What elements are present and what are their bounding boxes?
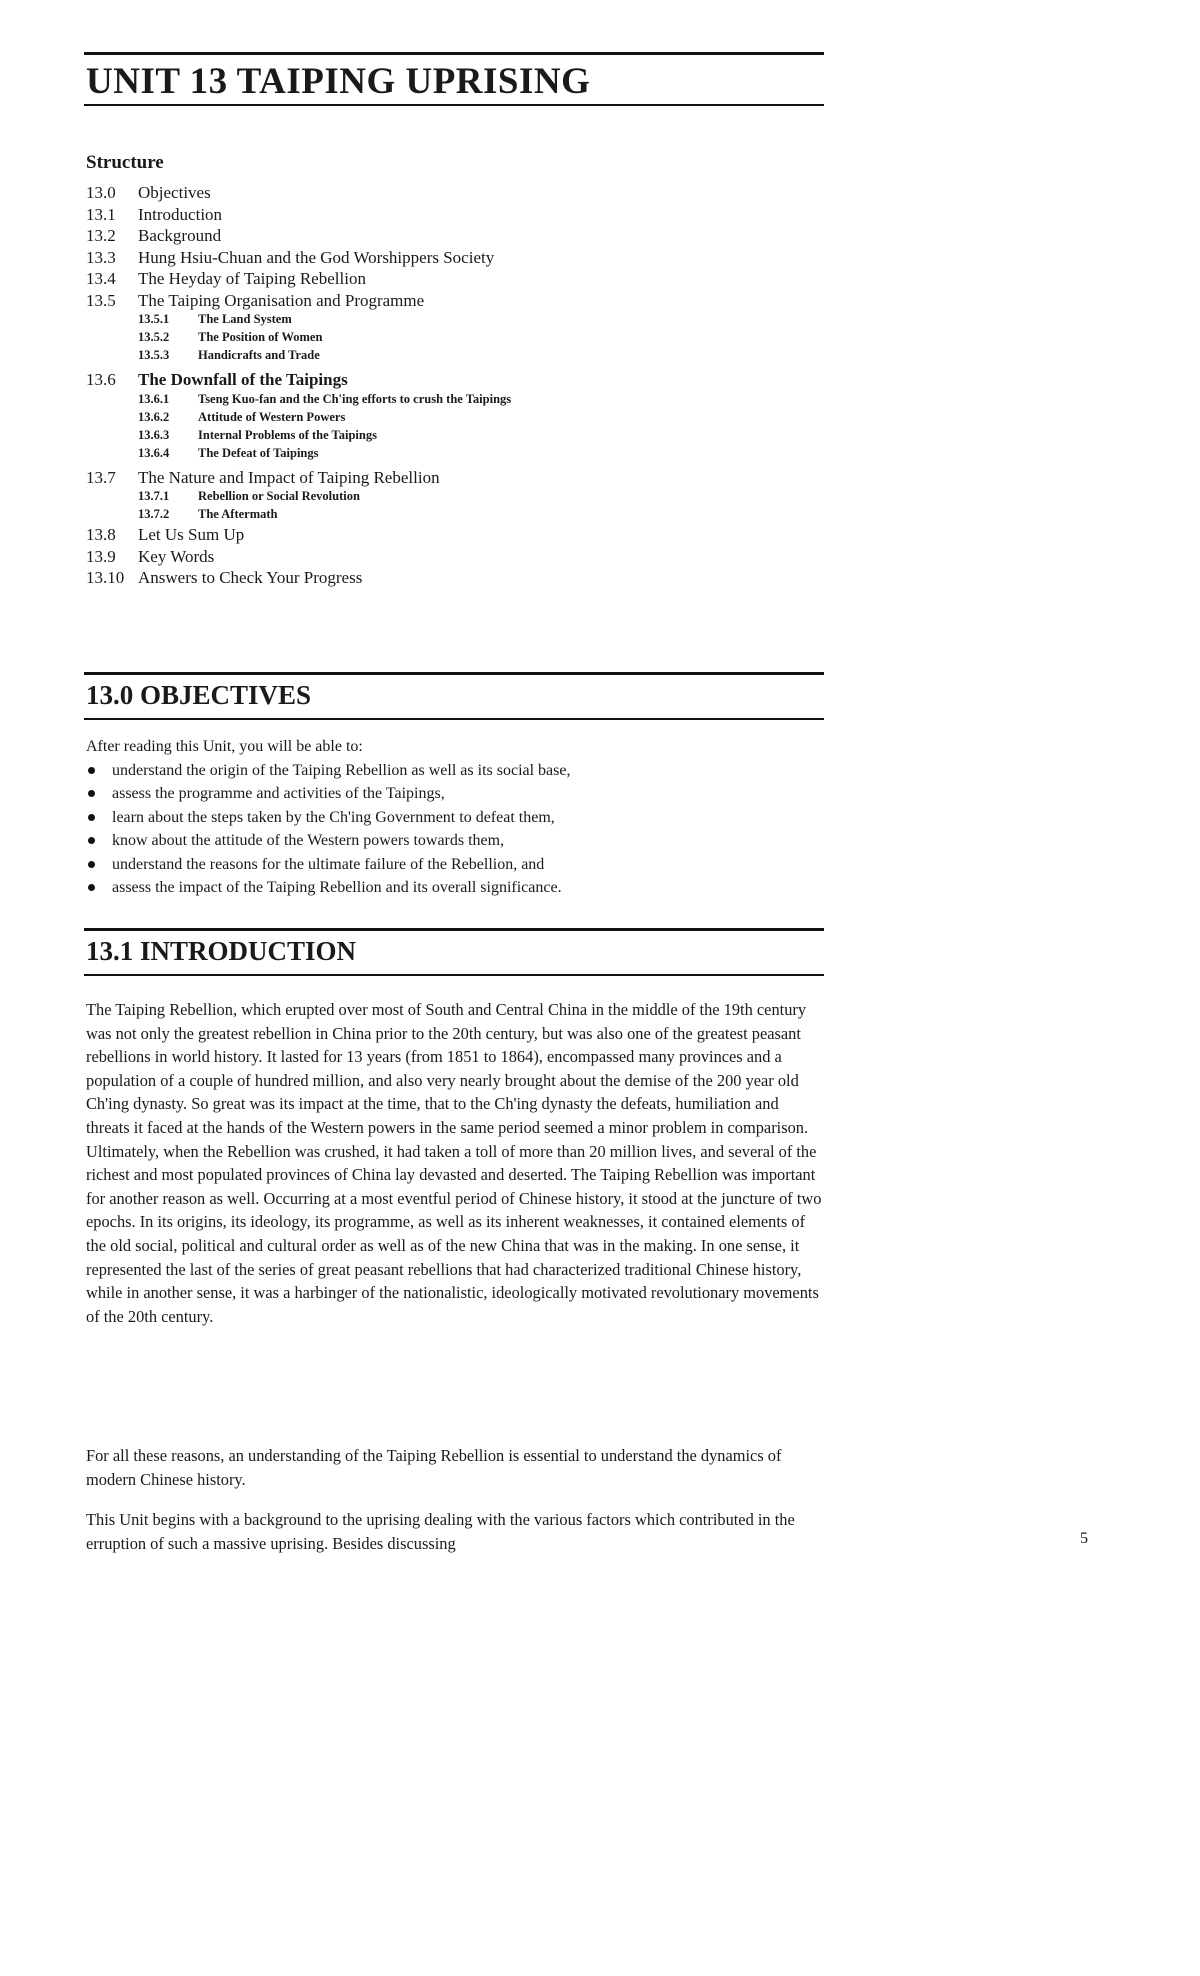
objectives-top-rule [84, 672, 824, 675]
toc-subitem [86, 507, 826, 525]
introduction-bottom-rule [84, 974, 824, 976]
toc-number: 13.9 [86, 546, 116, 566]
toc-title: Introduction [138, 204, 223, 224]
toc-item [86, 205, 826, 227]
table-of-contents [86, 183, 826, 590]
introduction-top-rule [84, 928, 824, 931]
objective-item: learn about the steps taken by the Ch'ing Government to defeat them, [86, 806, 826, 830]
toc-title: The Aftermath [198, 507, 278, 521]
toc-title: Objectives [138, 183, 211, 202]
toc-title: The Heyday of Taiping Rebellion [138, 269, 366, 288]
toc-number: 13.10 [86, 568, 125, 587]
toc-number: 13.6.2 [138, 409, 170, 424]
toc-title: Tseng Kuo-fan and the Ch'ing efforts to crush the Taipings [198, 391, 512, 406]
toc-title: Internal Problems of the Taipings [198, 427, 377, 442]
structure-heading: Structure [86, 152, 164, 173]
toc-subitem [86, 410, 826, 428]
toc-number: 13.0 [86, 183, 116, 202]
toc-number: 13.5.1 [138, 312, 170, 326]
toc-number: 13.5.3 [138, 348, 170, 362]
page-number: 5 [1080, 1530, 1088, 1547]
toc-number: 13.7 [86, 467, 116, 487]
toc-item [86, 525, 826, 547]
toc-number: 13.2 [86, 226, 116, 245]
toc-title: The Land System [198, 312, 292, 326]
toc-number: 13.5.2 [138, 330, 170, 344]
toc-title: The Defeat of Taipings [198, 445, 319, 460]
introduction-paragraph: The Taiping Rebellion, which erupted over most of South and Central China in the middle of the 19th century was not only the greatest rebellion in China prior to the 20th century, but was also one of the greatest peasant rebellions in world history. It lasted for 13 years (from 1851 to 1864), encompassed many provinces and a population of a couple of hundred million, and also very nearly brought about the demise of the 200 year old Ch'ing dynasty. So great was its impact at the time, that to the Ch'ing dynasty the defeats, humiliation and threats it faced at the hands of the Western powers in the same period seemed a minor problem in comparison. Ultimately, when the Rebellion was crushed, it had taken a toll of more than 20 million lives, and several of the richest and most populated provinces of China lay devasted and deserted. The Taiping Rebellion was important for another reason as well. Occurring at a most eventful period of Chinese history, it stood at the juncture of two epochs. In its origins, its ideology, its programme, as well as its inherent weaknesses, it contained elements of the old social, political and cultural order as well as of the new China that was in the making. In one sense, it represented the last of the series of great peasant rebellions that had characterized traditional Chinese history, while in another sense, it was a harbinger of the nationalistic, ideologically motivated revolutionary movements of the 20th century. [86, 1000, 822, 1326]
toc-title: The Taiping Organisation and Programme [138, 290, 425, 310]
toc-title: Let Us Sum Up [138, 525, 245, 544]
toc-item [86, 248, 826, 270]
toc-item [86, 291, 826, 313]
toc-number: 13.6.3 [138, 427, 170, 442]
toc-item [86, 183, 826, 205]
toc-subitem [86, 446, 826, 464]
toc-item [86, 547, 826, 569]
toc-number: 13.1 [86, 204, 116, 224]
objectives-heading: 13.0 OBJECTIVES [86, 680, 312, 710]
toc-title: Handicrafts and Trade [198, 348, 320, 362]
toc-item [86, 226, 826, 248]
objectives-intro: After reading this Unit, you will be able to: [86, 738, 363, 755]
introduction-paragraph: For all these reasons, an understanding of the Taiping Rebellion is essential to understand the dynamics of modern Chinese history. [86, 1446, 782, 1489]
objectives-list [86, 759, 826, 900]
toc-subitem [86, 312, 826, 330]
toc-title: Key Words [138, 546, 215, 566]
toc-item [86, 370, 826, 392]
toc-title: Answers to Check Your Progress [138, 568, 363, 587]
toc-item [86, 568, 826, 590]
toc-title: The Downfall of the Taipings [138, 370, 348, 389]
toc-title: Background [138, 226, 222, 245]
toc-title: Rebellion or Social Revolution [198, 489, 360, 503]
toc-number: 13.6 [86, 370, 116, 389]
title-top-rule [84, 52, 824, 55]
toc-number: 13.7.2 [138, 507, 170, 521]
toc-number: 13.4 [86, 269, 116, 288]
toc-title: The Position of Women [198, 330, 323, 344]
toc-number: 13.6.4 [138, 445, 170, 460]
objectives-section [86, 735, 826, 900]
toc-subitem [86, 428, 826, 446]
objective-item: assess the impact of the Taiping Rebellion and its overall significance. [86, 876, 826, 900]
toc-number: 13.6.1 [138, 391, 170, 406]
title-bottom-rule [84, 104, 824, 106]
toc-subitem [86, 330, 826, 348]
introduction-paragraph: This Unit begins with a background to the uprising dealing with the various factors which contributed in the erruption of such a massive uprising. Besides discussing [86, 1510, 795, 1553]
toc-subitem [86, 348, 826, 366]
toc-title: The Nature and Impact of Taiping Rebellion [138, 467, 440, 487]
toc-number: 13.5 [86, 290, 116, 310]
toc-title: Attitude of Western Powers [198, 409, 346, 424]
toc-number: 13.8 [86, 525, 116, 544]
introduction-heading: 13.1 INTRODUCTION [86, 936, 357, 966]
objective-item: understand the origin of the Taiping Rebellion as well as its social base, [86, 759, 826, 783]
objective-item: understand the reasons for the ultimate failure of the Rebellion, and [86, 853, 826, 877]
objectives-bottom-rule [84, 718, 824, 720]
objective-item: know about the attitude of the Western powers towards them, [86, 829, 826, 853]
toc-number: 13.3 [86, 247, 116, 267]
toc-number: 13.7.1 [138, 489, 170, 503]
unit-title: UNIT 13 TAIPING UPRISING [86, 61, 591, 102]
toc-item [86, 468, 826, 490]
toc-subitem [86, 392, 826, 410]
toc-title: Hung Hsiu-Chuan and the God Worshippers Society [138, 247, 495, 267]
toc-subitem [86, 489, 826, 507]
objective-item: assess the programme and activities of the Taipings, [86, 782, 826, 806]
toc-item [86, 269, 826, 291]
